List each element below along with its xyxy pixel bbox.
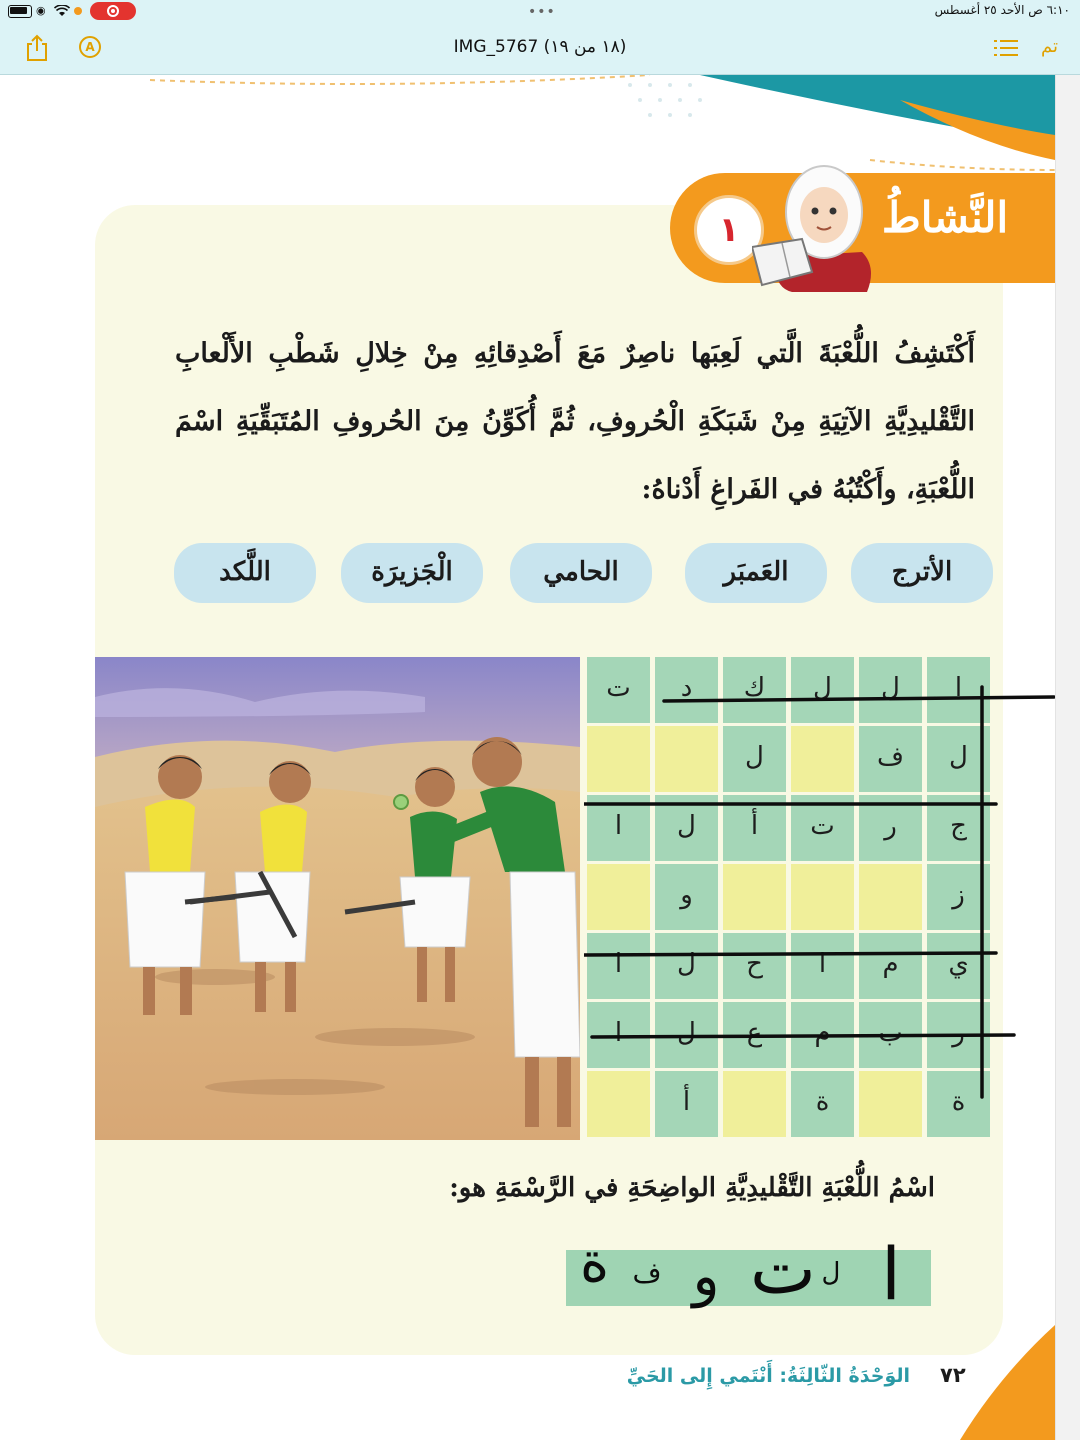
unit-title: الوَحْدَةُ الثّالِثَةُ: أَنْتَمي إِلى الحَيِّ bbox=[626, 1365, 910, 1387]
answer-letter: ل bbox=[821, 1258, 841, 1288]
grid-cell: ل bbox=[859, 657, 922, 723]
grid-cell: د bbox=[655, 657, 718, 723]
grid-cell: ر bbox=[859, 795, 922, 861]
answer-question: اسْمُ اللُّعْبَةِ التَّقْليدِيَّةِ الواضِحَةِ في الرَّسْمَةِ هو: bbox=[449, 1173, 935, 1203]
word-chip: اللَّكد bbox=[174, 543, 316, 603]
grid-cell: ج bbox=[927, 795, 990, 861]
battery-icon bbox=[8, 5, 32, 18]
activity-title: النَّشاطُ bbox=[881, 193, 1009, 242]
grid-cell: أ bbox=[655, 1071, 718, 1137]
game-illustration bbox=[95, 657, 580, 1140]
grid-cell: م bbox=[859, 933, 922, 999]
grid-cell: ف bbox=[859, 726, 922, 792]
status-bar bbox=[0, 0, 1080, 24]
grid-cell: ل bbox=[655, 933, 718, 999]
done-button[interactable]: تم bbox=[1041, 36, 1058, 57]
grid-cell: ا bbox=[927, 657, 990, 723]
grid-cell: ل bbox=[927, 726, 990, 792]
grid-cell: ي bbox=[927, 933, 990, 999]
status-time: ٦:١٠ ص الأحد ٢٥ أغسطس bbox=[934, 3, 1070, 17]
photo-navbar bbox=[0, 24, 1080, 75]
grid-cell: ة bbox=[791, 1071, 854, 1137]
answer-letter: و bbox=[692, 1244, 720, 1309]
photo-title: IMG_5767 (١٨ من ١٩) bbox=[453, 37, 627, 57]
word-chip: الْجَزيرَة bbox=[341, 543, 483, 603]
activity-instructions: أَكْتَشِفُ اللُّعْبَةَ الَّتي لَعِبَها ناصِرٌ مَعَ أَصْدِقائِهِ مِنْ خِلالِ شَطْبِ الأَلْعابِ التَّقْليدِيَّةِ الآتِيَةِ مِنْ شَبَكَةِ الْحُروفِ، ثُمَّ أُكَوِّنُ مِنَ الحُروفِ المُتَبَقِّيَةِ اسْمَ اللُّعْبَةِ، وأَكْتُبُهُ في الفَراغِ أَدْناهُ: bbox=[175, 338, 975, 505]
orientation-lock-icon: ◉ bbox=[36, 4, 46, 17]
grid-cell: أ bbox=[723, 795, 786, 861]
mic-indicator-icon bbox=[74, 7, 82, 15]
textbook-page bbox=[0, 75, 1055, 1440]
strike-marks bbox=[584, 657, 1055, 1141]
answer-letter: ف bbox=[632, 1256, 662, 1289]
markup-icon[interactable]: A bbox=[79, 36, 101, 58]
grid-cell: ت bbox=[791, 795, 854, 861]
wifi-icon bbox=[54, 5, 70, 17]
page-number: ٧٢ bbox=[940, 1363, 966, 1387]
answer-field[interactable] bbox=[566, 1228, 931, 1316]
grid-cell: ز bbox=[927, 864, 990, 930]
activity-number: ١ bbox=[694, 195, 764, 265]
screen-record-icon[interactable] bbox=[90, 2, 136, 20]
answer-letter: ت bbox=[750, 1228, 816, 1310]
list-icon[interactable] bbox=[992, 37, 1018, 59]
multitask-dots-icon[interactable]: ••• bbox=[528, 4, 556, 20]
grid-cell: ل bbox=[655, 1002, 718, 1068]
answer-letter: ة bbox=[579, 1230, 610, 1295]
grid-cell: م bbox=[791, 1002, 854, 1068]
grid-cell: ك bbox=[723, 657, 786, 723]
page-edge bbox=[1055, 75, 1080, 1440]
word-chip: العَمبَر bbox=[685, 543, 827, 603]
grid-cell: ل bbox=[723, 726, 786, 792]
word-chip: الأترج bbox=[851, 543, 993, 603]
grid-cell: ا bbox=[587, 933, 650, 999]
grid-cell: ة bbox=[927, 1071, 990, 1137]
grid-cell: ت bbox=[587, 657, 650, 723]
grid-cell: ب bbox=[859, 1002, 922, 1068]
grid-cell: ح bbox=[723, 933, 786, 999]
grid-cell: ل bbox=[791, 657, 854, 723]
grid-cell: ع bbox=[723, 1002, 786, 1068]
grid-cell: ر bbox=[927, 1002, 990, 1068]
grid-cell: ا bbox=[587, 1002, 650, 1068]
answer-letter: ا bbox=[880, 1232, 901, 1316]
grid-cell: و bbox=[655, 864, 718, 930]
word-chip: الحامي bbox=[510, 543, 652, 603]
grid-cell: ا bbox=[791, 933, 854, 999]
grid-cell: ل bbox=[655, 795, 718, 861]
grid-cell: ا bbox=[587, 795, 650, 861]
share-icon[interactable] bbox=[26, 34, 48, 62]
